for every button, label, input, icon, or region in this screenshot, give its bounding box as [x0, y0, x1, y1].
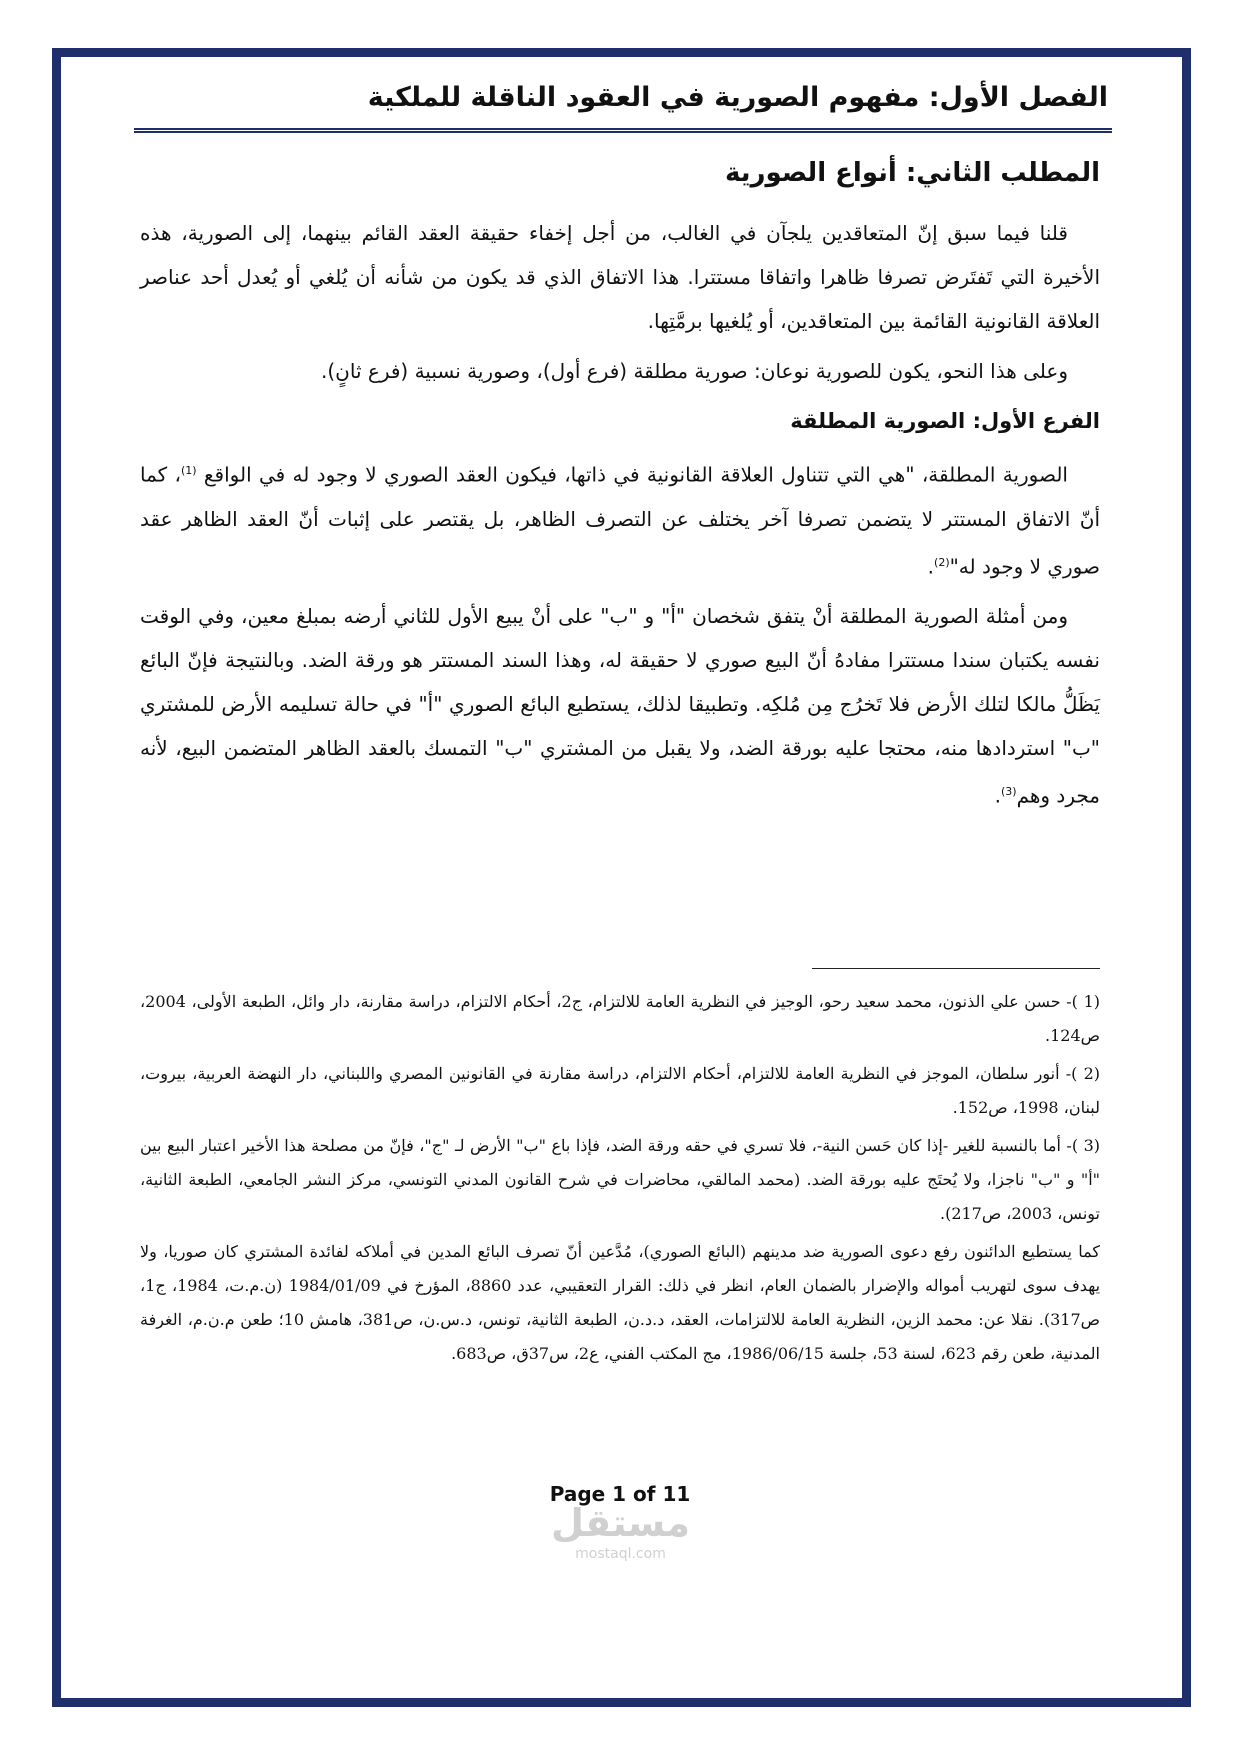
- paragraph-example: [140, 594, 1100, 818]
- footnote-2: (2 )- أنور سلطان، الموجز في النظرية العامة للالتزام، أحكام الالتزام، دراسة مقارنة في القانونين المصري واللبناني، دار النهضة العربية، بيروت، لبنان، 1998، ص152.: [140, 1063, 1100, 1117]
- footnote-separator: [812, 968, 1100, 969]
- page-number: Page 1 of 11: [549, 1482, 691, 1506]
- paragraph-text: .: [994, 783, 1001, 808]
- watermark-logo: مستقل: [551, 1501, 690, 1545]
- paragraph-text: ، كما أنّ الاتفاق المستتر لا يتضمن تصرفا آخر يختلف عن التصرف الظاهر، بل يقتصر على إثبات أنّ العقد الظاهر عقد صوري لا وجود له": [140, 462, 1100, 579]
- paragraph-absolute-definition: [140, 449, 1100, 588]
- subsection-title: الفرع الأول: الصورية المطلقة: [790, 409, 1100, 433]
- footnote-ref-2[interactable]: (2): [934, 555, 950, 569]
- paragraph-types: وعلى هذا النحو، يكون للصورية نوعان: صورية مطلقة (فرع أول)، وصورية نسبية (فرع ثانٍ).: [321, 359, 1068, 383]
- watermark: [0, 1500, 1241, 1562]
- watermark-site: mostaql.com: [575, 1546, 666, 1562]
- paragraph-intro: قلنا فيما سبق إنّ المتعاقدين يلجآن في الغالب، من أجل إخفاء حقيقة العقد القائم بينهما، إلى الصورية، هذه الأخيرة التي تَفتَرض تصرفا ظاهرا واتفاقا مستترا. هذا الاتفاق الذي قد يكون من شأنه أن يُلغي أو يُعدل أحد عناصر العلاقة القانونية القائمة بين المتعاقدين، أو يُلغيها برمَّتِها.: [140, 221, 1100, 333]
- document-page: [140, 70, 1108, 1506]
- footnote-ref-1[interactable]: (1): [180, 464, 197, 477]
- chapter-header: الفصل الأول: مفهوم الصورية في العقود الناقلة للملكية: [134, 70, 1112, 133]
- footnote-1: (1 )- حسن علي الذنون، محمد سعيد رحو، الوجيز في النظرية العامة للالتزام، ج2، أحكام الالتزام، دراسة مقارنة، دار وائل، الطبعة الأولى، 2004، ص124.: [140, 991, 1100, 1045]
- footnote-ref-3[interactable]: (3): [1000, 785, 1017, 799]
- footnote-3-continued: كما يستطيع الدائنون رفع دعوى الصورية ضد مدينهم (البائع الصوري)، مُدَّعين أنّ تصرف البائع المدين في أملاكه لفائدة المشتري كان صوريا، ولا يهدف سوى لتهريب أمواله والإضرار بالضمان العام، انظر في ذلك: القرار التعقيبي، عدد 8860، المؤرخ في 1984/01/09 (ن.م.ت، 1984، ج1، ص317). نقلا عن: محمد الزين، النظرية العامة للالتزامات، العقد، د.د.ن، الطبعة الثانية، تونس، د.س.ن، ص381، هامش 10؛ طعن م.ن.م، الغرفة المدنية، طعن رقم 623، لسنة 53، جلسة 1986/06/15، مج المكتب الفني، ع2، س37ق، ص683.: [140, 1241, 1101, 1363]
- footnote-3: (3 )- أما بالنسبة للغير -إذا كان حَسن النية-، فلا تسري في حقه ورقة الضد، فإذا باع "ب" الأرض لـ "ج"، فإنّ من مصلحة هذا الأخير اعتبار البيع بين "أ" و "ب" ناجزا، ولا يُحتَج عليه بورقة الضد. (محمد المالقي، محاضرات في شرح القانون المدني التونسي، مركز النشر الجامعي، الطبعة الثانية، تونس، 2003، ص217).: [140, 1135, 1100, 1223]
- section-title: المطلب الثاني: أنواع الصورية: [725, 158, 1100, 188]
- paragraph-text: .: [927, 554, 935, 579]
- paragraph-text: ومن أمثلة الصورية المطلقة أنْ يتفق شخصان "أ" و "ب" على أنْ يبيع الأول للثاني أرضه بمبلغ معين، وفي الوقت نفسه يكتبان سندا مستترا مفادهُ أنّ البيع صوري لا حقيقة له، وهذا السند المستتر هو ورقة الضد. وبالنتيجة فإنّ البائع يَظَلُّ مالكا لتلك الأرض فلا تَخرُج مِن مُلكِه. وتطبيقا لذلك، يستطيع البائع الصوري "أ" في حالة تسليمه الأرض للمشتري "ب" استردادها منه، محتجا عليه بورقة الضد، ولا يقبل من المشتري "ب" التمسك بالعقد الظاهر المتضمن البيع، لأنه مجرد وهم: [140, 604, 1100, 808]
- paragraph-text: الصورية المطلقة، "هي التي تتناول العلاقة القانونية في ذاتها، فيكون العقد الصوري لا وجود له في الواقع: [196, 462, 1068, 487]
